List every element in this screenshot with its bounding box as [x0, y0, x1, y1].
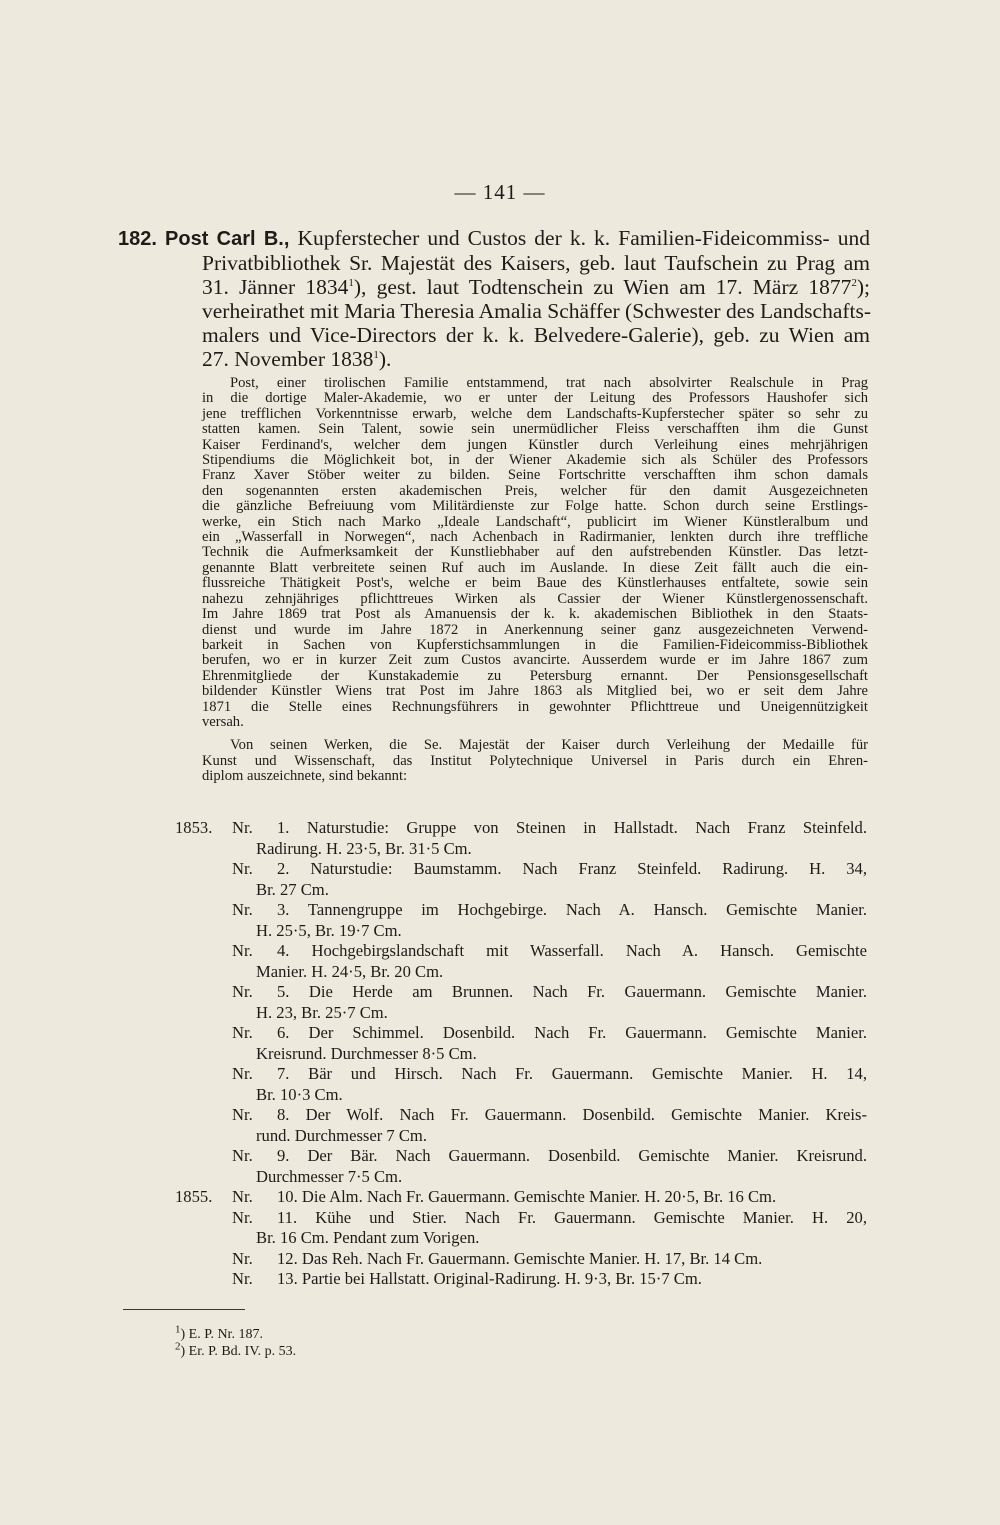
- work-entry-continuation: [0, 1228, 1000, 1249]
- works-intro-line: diplom auszeichnete, sind bekannt:: [202, 768, 408, 785]
- work-entry: [0, 1269, 1000, 1290]
- work-details: Br. 27 Cm.: [256, 879, 329, 899]
- work-entry: [0, 1187, 1000, 1208]
- work-entry: [0, 1064, 1000, 1085]
- work-details: H. 25·5, Br. 19·7 Cm.: [256, 920, 402, 940]
- work-details: Durchmesser 7·5 Cm.: [256, 1166, 403, 1186]
- entry-heading-line-3: 31. Jänner 1834$^1$), gest. laut Todtenschein zu Wien am 17. März 1877$^2$);: [202, 275, 870, 299]
- biography-line: Post, einer tirolischen Familie entstammend, trat nach absolvirter Realschule in Prag: [230, 375, 868, 391]
- biography-line: Kaiser Ferdinand's, welcher dem jungen Künstler durch Verleihung eines mehrjährigen: [202, 436, 868, 453]
- biography-line: dienst und wurde im Jahre 1872 in Anerkennung seiner ganz ausgezeichneten Verwend-: [202, 621, 868, 638]
- work-nr-label: Nr.: [232, 1269, 253, 1288]
- work-entry: [0, 900, 1000, 921]
- footnote: $^1$) E. P. Nr. 187.: [175, 1323, 263, 1342]
- entry-number: 182.: [118, 228, 157, 250]
- work-title: 2. Naturstudie: Baumstamm. Nach Franz Steinfeld. Radirung. H. 34,: [277, 859, 867, 878]
- work-title: 7. Bär und Hirsch. Nach Fr. Gauermann. Gemischte Manier. H. 14,: [277, 1064, 867, 1083]
- work-year: 1853.: [175, 818, 213, 837]
- biography-line: nahezu zehnjähriges pflichttreues Wirken als Cassier der Wiener Künstlergenossenschaft.: [202, 590, 868, 607]
- biography-line: Ehrenmitgliede der Kunstakademie zu Petersburg ernannt. Der Pensionsgesellschaft: [202, 667, 868, 684]
- biography-line: Franz Xaver Stöber weiter zu bilden. Seine Fortschritte verschafften ihm schon damals: [202, 467, 868, 484]
- entry-heading-line-2: Privatbibliothek Sr. Majestät des Kaisers, geb. laut Taufschein zu Prag am: [202, 251, 870, 275]
- biography-line: barkeit in Sachen von Kupferstichsammlungen in die Familien-Fideicommiss-Bibliothek: [202, 636, 868, 653]
- biography-line: werke, ein Stich nach Marko „Ideale Landschaft“, publicirt im Wiener Künstleralbum und: [202, 513, 868, 530]
- work-entry: [0, 1208, 1000, 1229]
- work-title: 5. Die Herde am Brunnen. Nach Fr. Gauermann. Gemischte Manier.: [277, 982, 867, 1001]
- work-entry-continuation: [0, 921, 1000, 942]
- work-title: 8. Der Wolf. Nach Fr. Gauermann. Dosenbild. Gemischte Manier. Kreis-: [277, 1105, 867, 1124]
- entry-name: Post Carl B.,: [165, 228, 290, 250]
- biography: [202, 376, 868, 785]
- work-nr-label: Nr.: [232, 900, 253, 919]
- work-entry-continuation: [0, 1167, 1000, 1188]
- work-entry: [0, 941, 1000, 962]
- biography-line: genannte Blatt verbreitete seinen Ruf auch im Auslande. In diese Zeit fällt auch die ein-: [202, 559, 868, 576]
- work-title: 11. Kühe und Stier. Nach Fr. Gauermann. Gemischte Manier. H. 20,: [277, 1207, 867, 1227]
- works-list: [0, 818, 1000, 1290]
- biography-line: jene trefflichen Vorkenntnisse erwarb, welche dem Landschafts-Kupferstecher später so sehr zu: [202, 405, 868, 422]
- footnote-mark: 2: [851, 276, 857, 289]
- work-entry: [0, 1023, 1000, 1044]
- work-details: H. 23, Br. 25·7 Cm.: [256, 1002, 388, 1022]
- work-details: Manier. H. 24·5, Br. 20 Cm.: [256, 961, 444, 981]
- entry-heading: [118, 226, 870, 371]
- work-nr-label: Nr.: [232, 818, 253, 837]
- footnote-rule: [123, 1309, 245, 1310]
- entry-heading-line-6: 27. November 1838$^1$).: [202, 347, 392, 371]
- biography-line: ein „Wasserfall in Norwegen“, nach Achenbach in Radirmanier, lenkten durch ihre treffliche: [202, 529, 868, 546]
- work-entry: [0, 859, 1000, 880]
- biography-line: Technik die Aufmerksamkeit der Kunstliebhaber auf den aufstrebenden Künstler. Das letzt-: [202, 544, 868, 561]
- footnote-mark: 1: [373, 348, 379, 361]
- work-nr-label: Nr.: [232, 1207, 253, 1227]
- work-entry: [0, 1105, 1000, 1126]
- work-entry-continuation: [0, 880, 1000, 901]
- biography-line: in die dortige Maler-Akademie, wo er unter der Leitung des Professors Haushofer sich: [202, 390, 868, 407]
- work-title: 9. Der Bär. Nach Gauermann. Dosenbild. Gemischte Manier. Kreisrund.: [277, 1146, 867, 1165]
- entry-heading-line-4: verheirathet mit Maria Theresia Amalia Schäffer (Schwester des Landschafts-: [202, 299, 872, 323]
- page-number: — 141 —: [454, 180, 546, 204]
- work-title: 13. Partie bei Hallstatt. Original-Radirung. H. 9·3, Br. 15·7 Cm.: [277, 1269, 702, 1288]
- work-nr-label: Nr.: [232, 982, 253, 1001]
- work-title: 1. Naturstudie: Gruppe von Steinen in Hallstadt. Nach Franz Steinfeld.: [277, 818, 867, 837]
- biography-line: Im Jahre 1869 trat Post als Amanuensis der k. k. akademischen Bibliothek in den Staats-: [202, 606, 868, 623]
- work-nr-label: Nr.: [232, 859, 253, 878]
- work-nr-label: Nr.: [232, 1248, 253, 1268]
- work-nr-label: Nr.: [232, 1064, 253, 1083]
- works-intro-line: Kunst und Wissenschaft, das Institut Polytechnique Universel in Paris durch ein Ehren-: [202, 752, 868, 769]
- work-title: 3. Tannengruppe im Hochgebirge. Nach A. Hansch. Gemischte Manier.: [277, 900, 867, 919]
- work-title: 6. Der Schimmel. Dosenbild. Nach Fr. Gauermann. Gemischte Manier.: [277, 1023, 867, 1042]
- work-entry: [0, 982, 1000, 1003]
- work-entry-continuation: [0, 1003, 1000, 1024]
- biography-line: versah.: [202, 713, 244, 730]
- footnote: $^2$) Er. P. Bd. IV. p. 53.: [175, 1340, 297, 1359]
- work-details: rund. Durchmesser 7 Cm.: [256, 1125, 427, 1145]
- biography-line: Stipendiums die Möglichkeit bot, in der Wiener Akademie sich als Schüler des Professors: [202, 452, 868, 469]
- work-entry-continuation: [0, 839, 1000, 860]
- work-details: Br. 10·3 Cm.: [256, 1084, 343, 1104]
- biography-line: flussreiche Thätigkeit Post's, welche er beim Baue des Künstlerhauses entfaltete, sowie sein: [202, 575, 868, 592]
- work-entry-continuation: [0, 1085, 1000, 1106]
- work-entry: [0, 1249, 1000, 1270]
- biography-line: statten kamen. Sein Talent, sowie sein unermüdlicher Fleiss verschafften ihm die Gunst: [202, 421, 868, 438]
- biography-line: den sogenannten ersten akademischen Preis, welcher für den damit Ausgezeichneten: [202, 482, 868, 499]
- entry-heading-line-1: 182. Post Carl B., Kupferstecher und Custos der k. k. Familien-Fideicommiss- und: [118, 226, 870, 250]
- work-year: 1855.: [175, 1187, 213, 1206]
- work-nr-label: Nr.: [232, 941, 253, 960]
- biography-line: berufen, wo er in kurzer Zeit zum Custos avancirte. Ausserdem wurde er im Jahre 1867 zum: [202, 652, 868, 669]
- work-entry-continuation: [0, 1044, 1000, 1065]
- entry-heading-line-5: malers und Vice-Directors der k. k. Belvedere-Galerie), geb. zu Wien am: [202, 323, 870, 347]
- work-entry: [0, 818, 1000, 839]
- work-details: Radirung. H. 23·5, Br. 31·5 Cm.: [256, 838, 472, 858]
- biography-line: bildender Künstler Wiens trat Post im Jahre 1863 als Mitglied bei, wo er seit dem Jahre: [202, 683, 868, 700]
- works-intro-line: Von seinen Werken, die Se. Majestät der Kaiser durch Verleihung der Medaille für: [230, 737, 868, 754]
- work-entry: [0, 1146, 1000, 1167]
- work-nr-label: Nr.: [232, 1023, 253, 1042]
- work-title: 4. Hochgebirgslandschaft mit Wasserfall. Nach A. Hansch. Gemischte: [277, 941, 867, 960]
- work-details: Kreisrund. Durchmesser 8·5 Cm.: [256, 1043, 477, 1063]
- work-title: 12. Das Reh. Nach Fr. Gauermann. Gemischte Manier. H. 17, Br. 14 Cm.: [277, 1248, 763, 1268]
- work-entry-continuation: [0, 1126, 1000, 1147]
- biography-line: 1871 die Stelle eines Rechnungsführers in gewohnter Pflichttreue und Uneigennützigkeit: [202, 698, 868, 715]
- work-nr-label: Nr.: [232, 1146, 253, 1165]
- footnotes: [175, 1323, 297, 1360]
- work-title: 10. Die Alm. Nach Fr. Gauermann. Gemischte Manier. H. 20·5, Br. 16 Cm.: [277, 1187, 777, 1206]
- footnote-mark: 1: [348, 276, 354, 289]
- work-nr-label: Nr.: [232, 1187, 253, 1206]
- biography-line: die gänzliche Befreiuung vom Militärdienste zur Folge hatte. Schon durch seine Erstlings-: [202, 498, 868, 515]
- work-details: Br. 16 Cm. Pendant zum Vorigen.: [256, 1228, 480, 1247]
- work-nr-label: Nr.: [232, 1105, 253, 1124]
- work-entry-continuation: [0, 962, 1000, 983]
